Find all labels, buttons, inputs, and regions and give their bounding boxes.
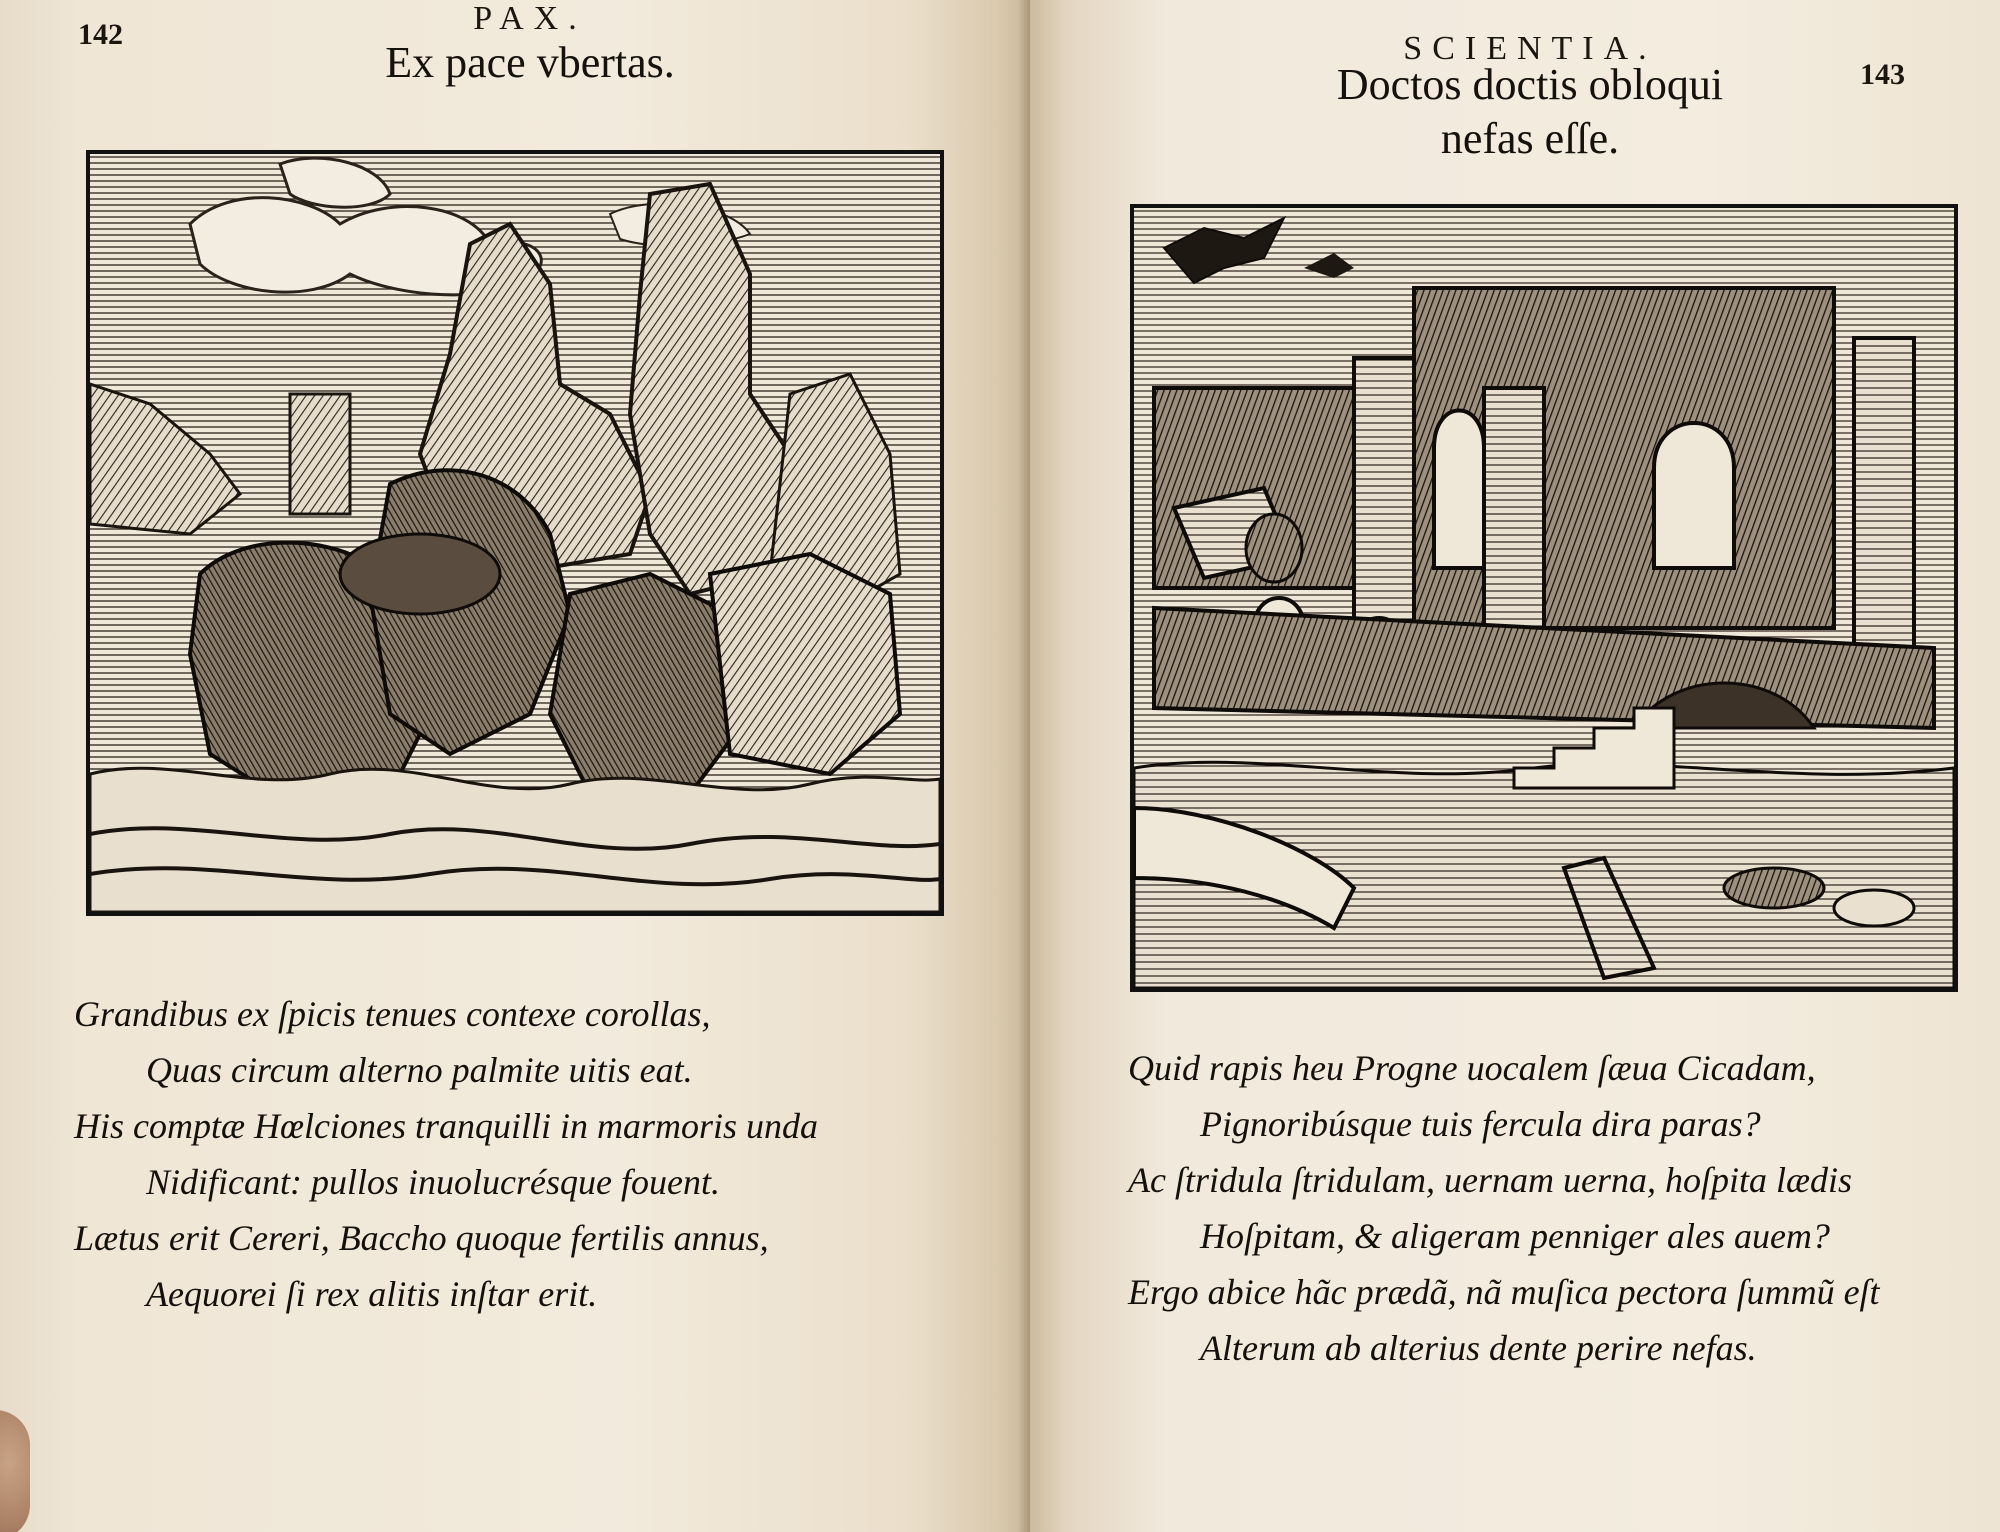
woodcut-illustration: [86, 150, 944, 916]
verse-line: Ac ſtridula ſtridulam, uernam uerna, hoſpita lædis: [1128, 1160, 1853, 1200]
verse-line: Alterum ab alterius dente perire nefas.: [1200, 1328, 1757, 1368]
verse-line: Aequorei ſi rex alitis inſtar erit.: [146, 1274, 598, 1314]
verse-line: His comptæ Hœlciones tranquilli in marmoris unda: [74, 1106, 819, 1146]
verse-line: Grandibus ex ſpicis tenues contexe corollas,: [74, 994, 711, 1034]
running-head: PAX.: [473, 0, 587, 37]
verse-line: Nidificant: pullos inuolucrésque fouent.: [146, 1162, 720, 1202]
emblem-motto: [1290, 58, 1770, 166]
emblem-epigram: [1128, 1040, 1880, 1376]
verse-line: Ergo abice hãc prædã, nã muſica pectora ſummũ eſt: [1128, 1272, 1880, 1312]
rocky-coast-woodcut: [90, 154, 940, 912]
page-number: 142: [78, 18, 123, 51]
motto-line: Doctos doctis obloqui: [1336, 60, 1724, 109]
motto-line: nefas eſſe.: [1440, 114, 1620, 163]
verse-line: Quid rapis heu Progne uocalem ſæua Cicadam,: [1128, 1048, 1816, 1088]
emblem-motto: Ex pace vbertas.: [385, 38, 675, 87]
woodcut-illustration: [1130, 204, 1958, 992]
verse-line: Quas circum alterno palmite uitis eat.: [146, 1050, 693, 1090]
emblem-epigram: [74, 986, 818, 1322]
verse-line: Hoſpitam, & aligeram penniger ales auem?: [1200, 1216, 1830, 1256]
verse-line: Pignoribúsque tuis fercula dira paras?: [1200, 1104, 1761, 1144]
ruins-woodcut: [1134, 208, 1954, 988]
running-head: SCIENTIA.: [1403, 30, 1657, 67]
page-number: 143: [1860, 58, 1905, 91]
right-page: [1030, 0, 2000, 1532]
thumb-shadow: [0, 1410, 30, 1532]
verse-line: Lætus erit Cereri, Baccho quoque fertilis annus,: [74, 1218, 769, 1258]
